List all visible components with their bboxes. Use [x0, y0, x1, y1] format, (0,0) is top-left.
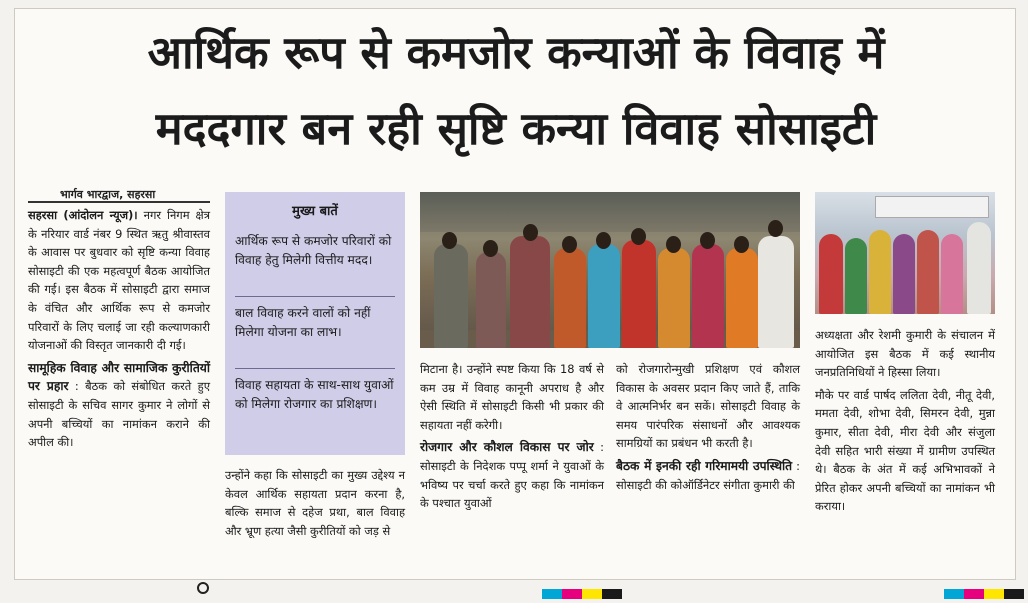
- photo-person: [510, 236, 550, 348]
- key-point-divider: [235, 368, 395, 369]
- photo-banner: [875, 196, 989, 218]
- dateline: सहरसा (आंदोलन न्यूज)।: [28, 208, 138, 222]
- photo-head: [768, 220, 783, 237]
- byline: भार्गव भारद्वाज, सहरसा: [60, 188, 156, 201]
- group-photo-secondary: [815, 192, 995, 314]
- column-5-paragraph-1: अध्यक्षता और रेशमी कुमारी के संचालन में आयोजित इस बैठक में कई स्थानीय जनप्रतिनिधियों ने हिस्सा लिया।: [815, 328, 995, 380]
- column-2-paragraph-1: उन्होंने कहा कि सोसाइटी का मुख्य उद्देश्य न केवल आर्थिक सहायता प्रदान करना है, बल्कि समाज से दहेज प्रथा, बाल विवाह और भ्रूण हत्या जैसी कुरीतियों को जड़ से: [225, 468, 405, 538]
- color-swatch: [964, 589, 984, 599]
- color-swatch: [944, 589, 964, 599]
- photo-head: [631, 228, 646, 245]
- article-column-1: [28, 206, 210, 452]
- photo-person: [819, 234, 843, 314]
- key-point-divider: [235, 296, 395, 297]
- headline-line-2: मददगार बन रही सृष्टि कन्या विवाह सोसाइटी: [155, 102, 877, 155]
- photo-head: [666, 236, 681, 253]
- photo-head: [523, 224, 538, 241]
- color-swatch: [582, 589, 602, 599]
- column-4-subheading: बैठक में इनकी रही गरिमामयी उपस्थिति: [616, 458, 793, 473]
- group-photo-main: [420, 192, 800, 348]
- photo-head: [596, 232, 611, 249]
- column-3-paragraph-1: मिटाना है। उन्होंने स्पष्ट किया कि 18 वर्ष से कम उम्र में विवाह कानूनी अपराध है और ऐसी स्थिति में सोसाइटी किसी भी प्रकार की सहायता नहीं करेगी।: [420, 362, 604, 432]
- photo-person: [588, 244, 620, 348]
- photo-person: [692, 244, 724, 348]
- photo-person: [967, 222, 991, 314]
- byline-rule: [28, 201, 210, 203]
- color-swatch: [602, 589, 622, 599]
- color-bar-left: [542, 584, 662, 594]
- article-column-2: [225, 466, 405, 540]
- color-swatch: [542, 589, 562, 599]
- column-1-paragraph-1: नगर निगम क्षेत्र के नरियार वार्ड नंबर 9 स्थित ऋतु श्रीवास्तव के आवास पर बुधवार को सृष्टि कन्या विवाह सोसाइटी की एक महत्वपूर्ण बैठक आयोजित की गई। इस बैठक में सोसाइटी द्वारा समाज के वंचित और आर्थिक रूप से कमजोर परिवारों के लिए चलाई जा रही कल्याणकारी योजनाओं की विस्तृत जानकारी दी गई।: [28, 208, 210, 353]
- key-points-box: [225, 192, 405, 455]
- photo-head: [483, 240, 498, 257]
- photo-roof: [420, 192, 800, 232]
- photo-person: [845, 238, 867, 314]
- article-column-3: [420, 360, 604, 513]
- photo-head: [442, 232, 457, 249]
- color-swatch: [984, 589, 1004, 599]
- article-column-4: [616, 360, 800, 494]
- column-1-subheading: सामूहिक विवाह और सामाजिक कुरीतियों पर प्रहार: [28, 360, 210, 394]
- photo-person: [869, 230, 891, 314]
- registration-mark: [197, 582, 209, 594]
- column-3-paragraph-2: : सोसाइटी के निदेशक पप्पू शर्मा ने युवाओं के भविष्य पर चर्चा करते हुए कहा कि नामांकन के पश्चात युवाओं: [420, 440, 605, 511]
- color-swatch: [562, 589, 582, 599]
- key-point-2: बाल विवाह करने वालों को नहीं मिलेगा योजना का लाभ।: [235, 306, 371, 339]
- key-points-title: मुख्य बातें: [292, 204, 338, 219]
- color-swatch: [1004, 589, 1024, 599]
- photo-person: [434, 244, 468, 348]
- photo-person: [476, 252, 506, 348]
- column-3-subheading: रोजगार और कौशल विकास पर जोर: [420, 440, 594, 455]
- photo-head: [700, 232, 715, 249]
- color-bar-right: [944, 584, 1028, 594]
- photo-person: [726, 248, 758, 348]
- key-point-1: आर्थिक रूप से कमजोर परिवारों को विवाह हेतु मिलेगी वित्तीय मदद।: [235, 234, 392, 267]
- photo-person: [941, 234, 963, 314]
- column-5-paragraph-2: मौके पर वार्ड पार्षद ललिता देवी, नीतू देवी, ममता देवी, शोभा देवी, सिमरन देवी, मुन्ना कुमार, सीता देवी, मीरा देवी और संजुला देवी सहित भारी संख्या में ग्रामीण उपस्थित थे। बैठक के अंत में कई अभिभावकों ने प्रेरित होकर अपनी बच्चियों का नामांकन भी कराया।: [815, 387, 995, 514]
- photo-head: [734, 236, 749, 253]
- article-column-5: [815, 326, 995, 516]
- key-point-3: विवाह सहायता के साथ-साथ युवाओं को मिलेगा रोजगार का प्रशिक्षण।: [235, 378, 394, 411]
- headline-line-1: आर्थिक रूप से कमजोर कन्याओं के विवाह में: [147, 26, 885, 79]
- column-1-paragraph-2: : बैठक को संबोधित करते हुए सोसाइटी के सचिव सागर कुमार ने लोगों से अपनी बच्चियों का नामांकन कराने की अपील की।: [28, 379, 211, 450]
- column-4-paragraph-2: : सोसाइटी की कोऑर्डिनेटर संगीता कुमारी की: [616, 458, 800, 492]
- photo-person: [554, 248, 586, 348]
- photo-person: [917, 230, 939, 314]
- photo-person: [893, 234, 915, 314]
- photo-person: [658, 248, 690, 348]
- photo-person: [622, 240, 656, 348]
- column-4-paragraph-1: को रोजगारोन्मुखी प्रशिक्षण एवं कौशल विकास के अवसर प्रदान किए जाते हैं, ताकि वे आत्मनिर्भर बन सकें। सोसाइटी विवाह के समय पारंपरिक संसाधनों और आवश्यक सामग्रियों का प्रबंधन भी करती है।: [616, 362, 800, 451]
- photo-person: [758, 236, 794, 348]
- photo-head: [562, 236, 577, 253]
